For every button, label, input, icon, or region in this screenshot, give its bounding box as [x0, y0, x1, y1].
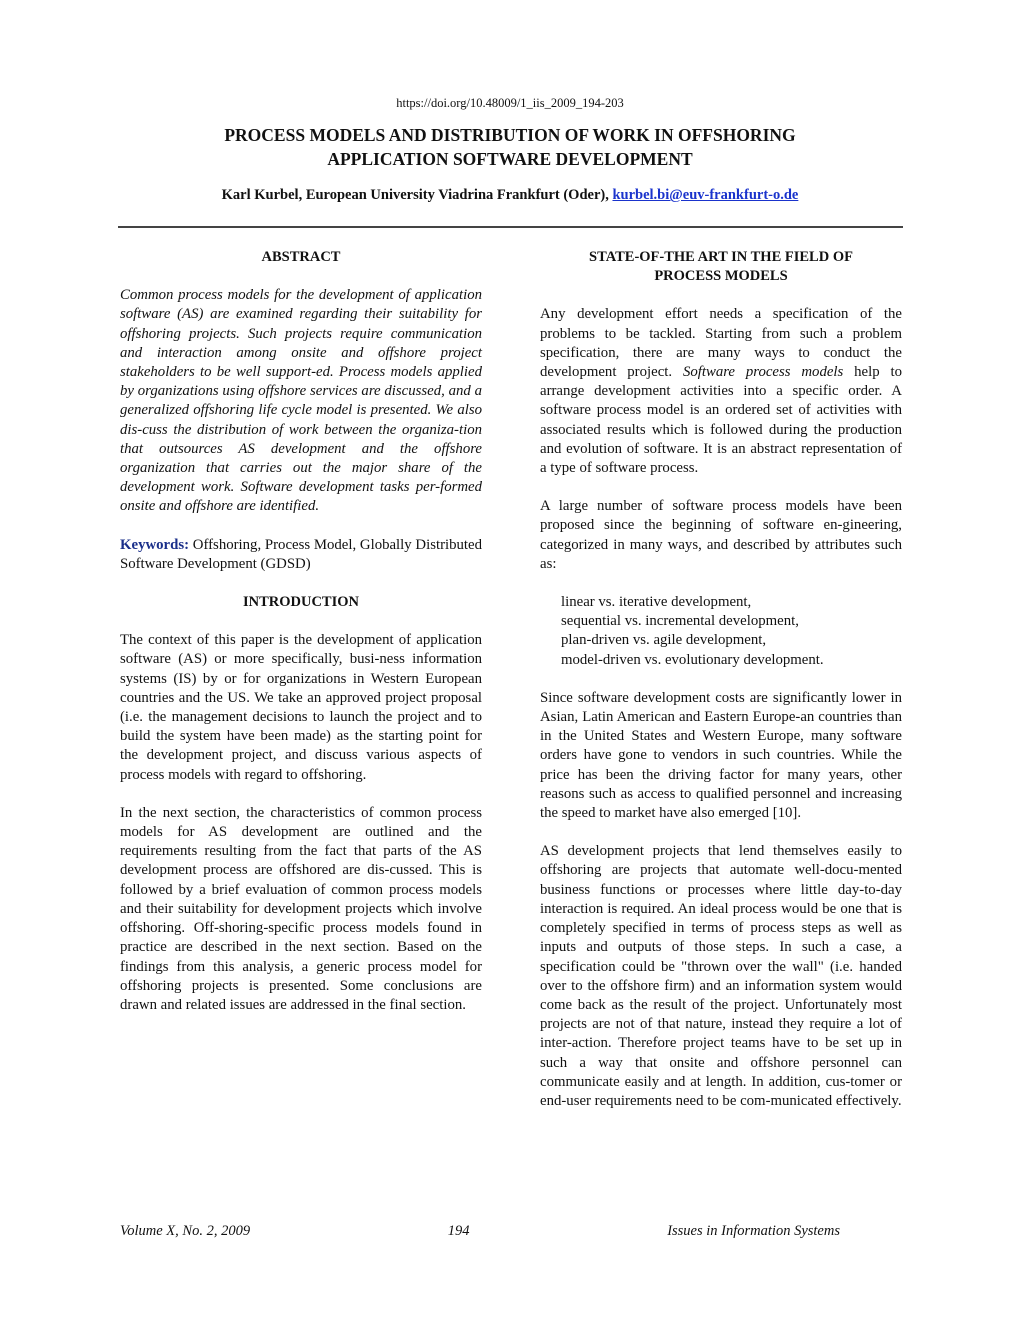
- paper-title: [150, 123, 870, 171]
- attribute-list: [540, 593, 902, 670]
- right-column: [540, 248, 902, 1111]
- state-of-art-heading: [540, 248, 902, 286]
- keywords-text: Offshoring, Process Model, Globally Distributed Software Development (GDSD): [120, 536, 482, 572]
- title-line-1: PROCESS MODELS AND DISTRIBUTION OF WORK IN OFFSHORING: [224, 125, 796, 145]
- list-item: sequential vs. incremental development,: [561, 613, 799, 630]
- doi-link[interactable]: https://doi.org/10.48009/1_iis_2009_194-203: [396, 96, 624, 110]
- title-line-2: APPLICATION SOFTWARE DEVELOPMENT: [327, 149, 693, 169]
- keywords-label: Keywords:: [120, 536, 190, 553]
- header-divider: [118, 226, 903, 228]
- heading-line-2: PROCESS MODELS: [654, 268, 788, 285]
- state-paragraph-4: AS development projects that lend themselves easily to offshoring are projects that automate well-docu-mented business functions or processes where little day-to-day interaction is required. An ideal process would be one that is completely specified in terms of process steps as well as inputs and outputs of those steps. In such a case, a specification could be "thrown over the wall" (i.e. handed over to the offshore firm) and an information system would come back as the result of the project. Unfortunately most projects are not of that nature, instead they require a lot of inter-action. Therefore project teams have to be set up in such a way that onsite and offshore personnel can communicate easily and at length. In addition, cus-tomer or end-user requirements need to be com-municated effectively.: [540, 843, 902, 1109]
- state-paragraph-3: Since software development costs are significantly lower in Asian, Latin American and Eastern Europe-an countries than in the United States and Western Europe, many software orders have gone to vendors in such countries. While the price has been the driving factor for many years, other reasons such as access to qualified personnel and increasing the speed to market have also emerged [10].: [540, 689, 902, 822]
- list-item: model-driven vs. evolutionary development.: [561, 651, 824, 668]
- intro-paragraph-2: In the next section, the characteristics of common process models for AS development are outlined and the requirements resulting from the fact that parts of the AS development process are offshored are dis-cussed. This is followed by a brief evaluation of common process models and their suitability for development projects which involve offshoring. Off-shoring-specific process models found in practice are described in the next section. Based on the findings from this analysis, a generic process model for offshoring projects is presented. Some conclusions are drawn and related issues are addressed in the final section.: [120, 804, 482, 1013]
- heading-line-1: STATE-OF-THE ART IN THE FIELD OF: [589, 249, 853, 265]
- footer-journal: Issues in Information Systems: [667, 1223, 840, 1239]
- introduction-heading: INTRODUCTION: [242, 594, 359, 611]
- list-item: plan-driven vs. agile development,: [561, 632, 767, 649]
- list-item: linear vs. iterative development,: [561, 594, 752, 611]
- abstract-heading: ABSTRACT: [261, 249, 341, 265]
- p1-end: help to arrange development activities into a specific order. A software process model is an ordered set of activities with associated results which is followed during the production and evolution of software. It is an abstract representation of a type of software process.: [540, 364, 902, 477]
- state-paragraph-2: A large number of software process models have been proposed since the beginning of software en-gineering, categorized in many ways, and described by attributes such as:: [540, 498, 902, 572]
- p1-start: Any development effort needs a specification of the problems to be tackled. Starting from such a problem specification, there are many ways to conduct the development project.: [540, 306, 902, 381]
- intro-paragraph-1: The context of this paper is the development of application software (AS) or more specifically, busi-ness information systems (IS) by or for organizations in Western European countries and the US. We take an approved project proposal (i.e. the management decisions to launch the project and to build the system have been made) as the starting point for the development project, and discuss various aspects of process models with regard to offshoring.: [120, 632, 482, 783]
- author-email-link[interactable]: kurbel.bi@euv-frankfurt-o.de: [612, 187, 799, 203]
- author-affiliation: Karl Kurbel, European University Viadrina Frankfurt (Oder),: [221, 187, 609, 203]
- p1-italic-term: Software process models: [682, 364, 844, 381]
- keywords: [120, 536, 482, 574]
- footer-volume: Volume X, No. 2, 2009: [120, 1223, 251, 1239]
- page-footer: [120, 1223, 840, 1240]
- abstract-text: Common process models for the development of application software (AS) are examined regarding their suitability for offshoring projects. Such projects require communication and interaction among onsite and offshore project stakeholders to be well support-ed. Process models applied by organizations using offshore services are discussed, and a generalized offshoring life cycle model is presented. We also dis-cuss the distribution of work between the organiza-tion that outsources AS development and the offshore organization that carries out the major share of the development work. Software development tasks per-formed onsite and offshore are identified.: [120, 287, 482, 515]
- left-column: [120, 248, 482, 1015]
- state-paragraph-1: [540, 305, 902, 478]
- author-line: [0, 187, 1020, 204]
- footer-page-number: 194: [447, 1223, 470, 1239]
